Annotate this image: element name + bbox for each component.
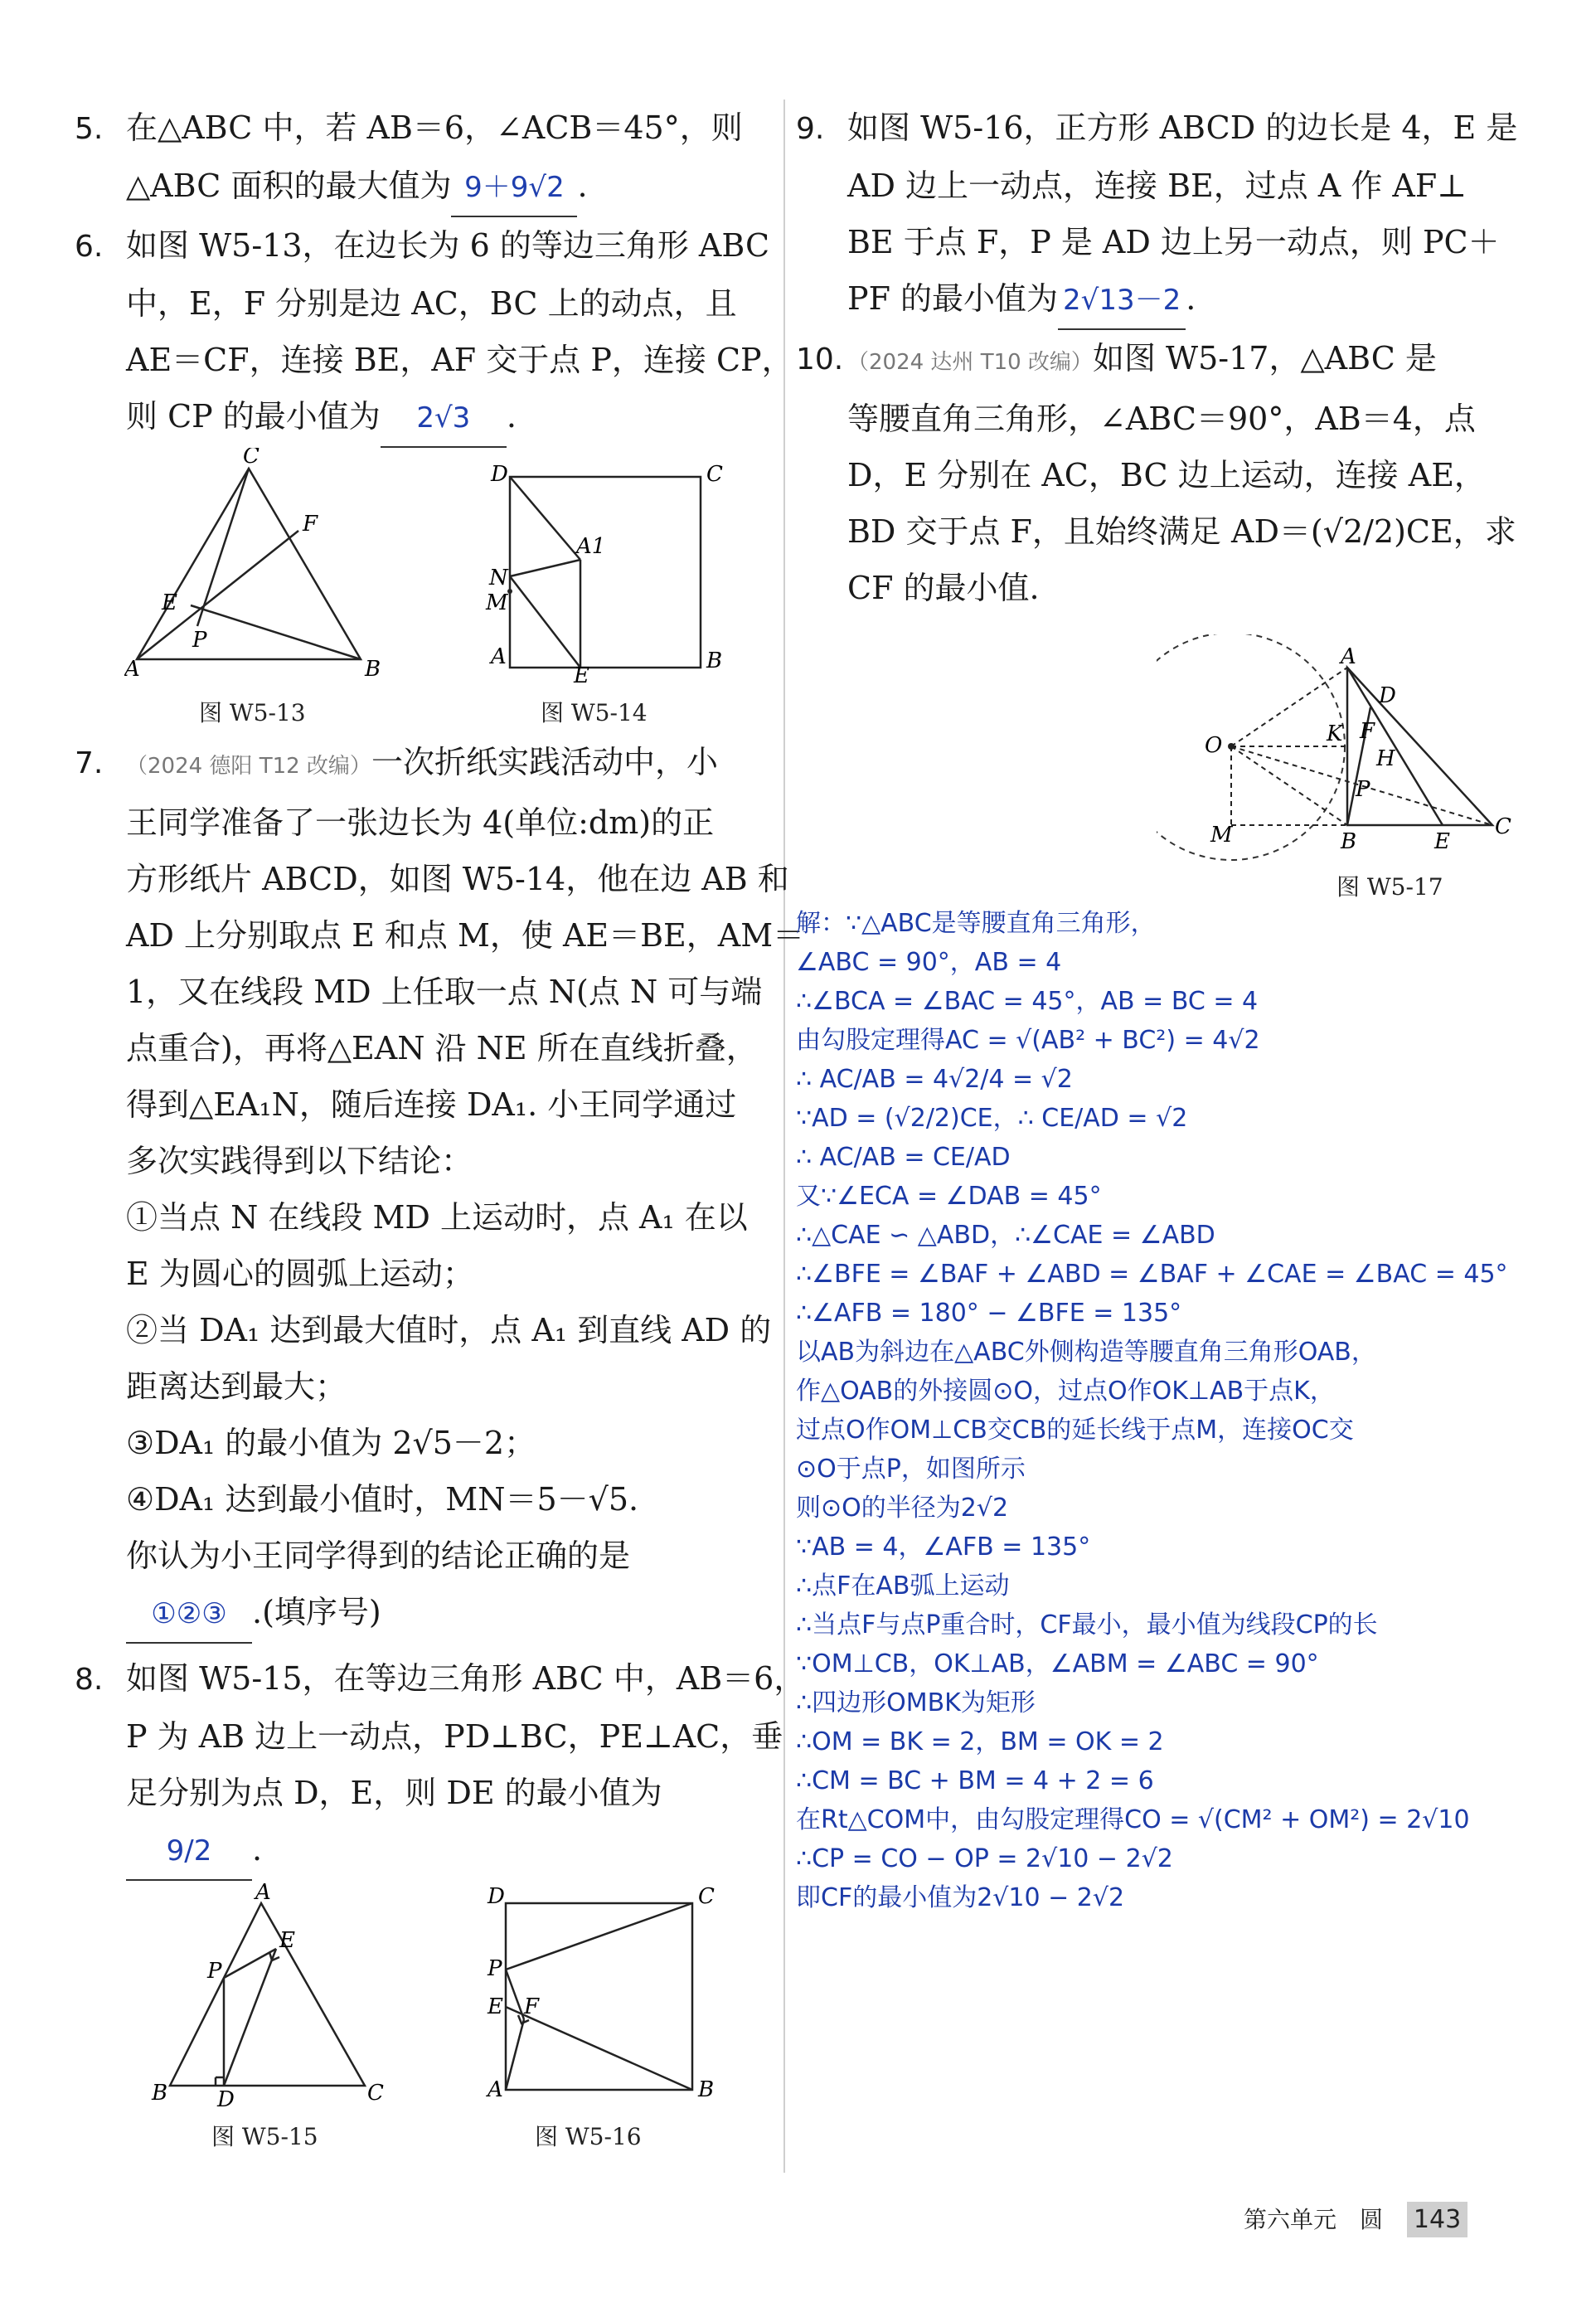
question-text: BD 交于点 F，且始终满足 AD＝(√2/2)CE，求 xyxy=(847,513,1516,550)
question-8 xyxy=(75,1650,806,1881)
fig13-label-a: A xyxy=(124,657,140,682)
fig13-label-b: B xyxy=(365,657,381,682)
question-source: （2024 达州 T10 改编） xyxy=(847,350,1093,375)
figure-w5-16 xyxy=(481,1882,730,2106)
question-10 xyxy=(796,330,1526,616)
conclusion-1-cont: E 为圆心的圆弧上运动； xyxy=(126,1256,474,1292)
fig16-label-a: A xyxy=(488,2077,503,2102)
solution-line: ∠ABC = 90°，AB = 4 xyxy=(796,948,1062,977)
fig17-label-e: E xyxy=(1434,829,1450,854)
answer-blank: ①②③ xyxy=(126,1586,252,1644)
figure-w5-17 xyxy=(1157,634,1521,867)
fig14-label-a1: A1 xyxy=(576,534,606,559)
question-text: BE 于点 F，P 是 AD 边上另一动点，则 PC＋ xyxy=(847,224,1500,260)
fig17-label-a: A xyxy=(1341,644,1356,669)
fig13-label-e: E xyxy=(162,590,177,615)
fig16-label-f: F xyxy=(524,1994,540,2019)
unit-title: 第六单元 圆 xyxy=(1244,2206,1384,2233)
punctuation: . xyxy=(577,168,588,204)
fig15-label-b: B xyxy=(152,2081,168,2106)
question-text: AD 上分别取点 E 和点 M，使 AE＝BE，AM＝ xyxy=(126,917,805,954)
solution-line: ∴∠BCA = ∠BAC = 45°，AB = BC = 4 xyxy=(796,987,1259,1016)
fig15-label-e: E xyxy=(279,1928,295,1953)
fig17-label-c: C xyxy=(1495,814,1511,839)
fig16-label-p: P xyxy=(488,1956,502,1981)
conclusion-4: ④DA₁ 达到最小值时，MN＝5－√5. xyxy=(126,1481,639,1518)
question-text: D，E 分别在 AC，BC 边上运动，连接 AE， xyxy=(847,457,1486,493)
column-divider xyxy=(783,100,785,2173)
question-text: 等腰直角三角形，∠ABC＝90°，AB＝4，点 xyxy=(847,401,1476,437)
question-9 xyxy=(796,100,1526,330)
question-number: 7. xyxy=(75,746,104,780)
question-text: 中，E，F 分别是边 AC，BC 上的动点，且 xyxy=(126,285,737,322)
fig14-label-e: E xyxy=(574,663,589,684)
fig13-label-c: C xyxy=(243,448,260,469)
question-text: 点重合)，再将△EAN 沿 NE 所在直线折叠， xyxy=(126,1030,758,1066)
fig17-label-k: K xyxy=(1327,721,1343,746)
solution-line: 由勾股定理得AC = √(AB² + BC²) = 4√2 xyxy=(796,1026,1260,1055)
fig17-label-m: M xyxy=(1210,823,1233,848)
question-text: PF 的最小值为 xyxy=(847,280,1059,317)
question-number: 9. xyxy=(796,112,825,146)
solution-line: ∴∠BFE = ∠BAF + ∠ABD = ∠BAF + ∠CAE = ∠BAC = 45° xyxy=(796,1260,1508,1289)
fig14-label-m: M xyxy=(486,590,508,615)
fig17-label-p: P xyxy=(1356,777,1370,802)
solution-block xyxy=(796,904,1592,1917)
solution-line: 则⊙O的半径为2√2 xyxy=(796,1494,1009,1523)
conclusion-3: ③DA₁ 的最小值为 2√5－2； xyxy=(126,1425,536,1461)
page-number: 143 xyxy=(1407,2202,1467,2237)
solution-line: ∴四边形OMBK为矩形 xyxy=(796,1688,1036,1717)
figure-w5-14 xyxy=(481,460,730,684)
solution-line: ∴∠AFB = 180° − ∠BFE = 135° xyxy=(796,1299,1182,1328)
fig13-label-p: P xyxy=(192,628,207,653)
solution-line: ⊙O于点P，如图所示 xyxy=(796,1455,1026,1484)
fig15-label-d: D xyxy=(217,2087,235,2106)
answer-blank: 2√3 xyxy=(381,390,507,448)
fig13-label-f: F xyxy=(303,512,318,537)
question-source: （2024 德阳 T12 改编） xyxy=(126,754,371,779)
question-6 xyxy=(75,217,793,448)
fig14-label-a: A xyxy=(491,644,507,669)
punctuation: . xyxy=(506,398,517,435)
solution-line: 在Rt△COM中，由勾股定理得CO = √(CM² + OM²) = 2√10 xyxy=(796,1805,1470,1834)
fig16-label-b: B xyxy=(698,2077,715,2102)
fig15-label-p: P xyxy=(207,1959,222,1984)
question-number: 6. xyxy=(75,230,104,264)
question-text: CF 的最小值. xyxy=(847,570,1040,606)
figure-caption: 图 W5-16 xyxy=(535,2123,642,2150)
question-text: 则 CP 的最小值为 xyxy=(126,398,381,435)
solution-line: ∴点F在AB弧上运动 xyxy=(796,1571,1010,1601)
question-text: 多次实践得到以下结论： xyxy=(126,1143,473,1179)
page-footer xyxy=(1244,2202,1467,2237)
figure-w5-15 xyxy=(145,1882,394,2106)
question-5 xyxy=(75,100,763,217)
question-number: 8. xyxy=(75,1663,104,1697)
question-text: 1，又在线段 MD 上任取一点 N(点 N 可与端 xyxy=(126,974,763,1010)
solution-line: 作△OAB的外接圆⊙O，过点O作OK⊥AB于点K， xyxy=(796,1377,1335,1406)
figure-caption: 图 W5-13 xyxy=(199,699,306,726)
solution-line: ∵OM⊥CB，OK⊥AB，∠ABM = ∠ABC = 90° xyxy=(796,1649,1319,1678)
punctuation: . xyxy=(252,1831,263,1868)
question-text: 如图 W5-13，在边长为 6 的等边三角形 ABC xyxy=(126,227,770,264)
question-7 xyxy=(75,734,805,1644)
fig17-label-o: O xyxy=(1205,733,1223,758)
question-text: 如图 W5-15，在等边三角形 ABC 中，AB＝6， xyxy=(126,1660,806,1697)
answer-blank: 9/2 xyxy=(126,1823,252,1881)
fig17-label-b: B xyxy=(1341,829,1357,854)
punctuation: . xyxy=(1186,280,1196,317)
fig17-label-d: D xyxy=(1379,683,1396,708)
fig14-label-b: B xyxy=(706,649,723,673)
question-text: △ABC 面积的最大值为 xyxy=(126,168,452,204)
question-text: 如图 W5-16，正方形 ABCD 的边长是 4，E 是 xyxy=(847,109,1518,146)
question-text: 得到△EA₁N，随后连接 DA₁. 小王同学通过 xyxy=(126,1086,737,1123)
solution-line: ∴CM = BC + BM = 4 + 2 = 6 xyxy=(796,1766,1154,1795)
solution-line: 又∵∠ECA = ∠DAB = 45° xyxy=(796,1182,1102,1211)
question-text: 方形纸片 ABCD，如图 W5-14，他在边 AB 和 xyxy=(126,861,789,897)
figure-caption: 图 W5-15 xyxy=(211,2123,318,2150)
question-text: 足分别为点 D，E，则 DE 的最小值为 xyxy=(126,1775,662,1811)
question-text: 王同学准备了一张边长为 4(单位:dm)的正 xyxy=(126,804,715,841)
solution-line: ∴ AC/AB = CE/AD xyxy=(796,1143,1011,1172)
fig14-label-n: N xyxy=(489,566,508,590)
question-text: AD 边上一动点，连接 BE，过点 A 作 AF⊥ xyxy=(847,168,1467,204)
solution-line: 解：∵△ABC是等腰直角三角形， xyxy=(796,909,1156,938)
solution-line: 即CF的最小值为2√10 − 2√2 xyxy=(796,1883,1125,1912)
fig16-label-d: D xyxy=(488,1884,505,1909)
figure-w5-13 xyxy=(124,448,390,688)
fig15-label-a: A xyxy=(255,1882,271,1905)
figure-caption: 图 W5-17 xyxy=(1336,873,1443,901)
conclusion-2-cont: 距离达到最大； xyxy=(126,1368,347,1405)
fig17-label-f: F xyxy=(1360,719,1375,744)
solution-line: ∵AB = 4，∠AFB = 135° xyxy=(796,1533,1091,1562)
solution-line: ∴ AC/AB = 4√2/4 = √2 xyxy=(796,1065,1073,1094)
solution-line: ∵AD = (√2/2)CE，∴ CE/AD = √2 xyxy=(796,1104,1188,1133)
question-text: 一次折纸实践活动中，小 xyxy=(371,744,718,780)
right-column xyxy=(796,100,1526,616)
fig15-label-c: C xyxy=(367,2081,384,2106)
solution-line: 以AB为斜边在△ABC外侧构造等腰直角三角形OAB， xyxy=(796,1338,1376,1367)
conclusion-2: ②当 DA₁ 达到最大值时，点 A₁ 到直线 AD 的 xyxy=(126,1312,772,1348)
question-text: AE＝CF，连接 BE，AF 交于点 P，连接 CP， xyxy=(126,342,793,378)
fig17-label-h: H xyxy=(1376,746,1395,771)
fig14-label-d: D xyxy=(491,462,508,487)
question-text: 如图 W5-17，△ABC 是 xyxy=(1092,340,1437,376)
solution-line: ∴OM = BK = 2，BM = OK = 2 xyxy=(796,1727,1164,1756)
fig16-label-e: E xyxy=(488,1994,503,2019)
fig14-label-c: C xyxy=(706,462,723,487)
question-number: 10. xyxy=(796,342,844,376)
solution-line: ∴CP = CO − OP = 2√10 − 2√2 xyxy=(796,1844,1173,1873)
question-text: P 为 AB 边上一动点，PD⊥BC，PE⊥AC，垂 xyxy=(126,1718,783,1755)
answer-blank: 9＋9√2 xyxy=(451,159,577,217)
question-number: 5. xyxy=(75,112,104,146)
question-text: 在△ABC 中，若 AB＝6，∠ACB＝45°，则 xyxy=(126,109,743,146)
solution-line: 过点O作OM⊥CB交CB的延长线于点M，连接OC交 xyxy=(796,1416,1354,1445)
solution-line: ∴△CAE ∽ △ABD，∴∠CAE = ∠ABD xyxy=(796,1221,1215,1250)
figure-caption: 图 W5-14 xyxy=(541,699,648,726)
solution-line: ∴当点F与点P重合时，CF最小，最小值为线段CP的长 xyxy=(796,1610,1378,1639)
conclusion-1: ①当点 N 在线段 MD 上运动时，点 A₁ 在以 xyxy=(126,1199,748,1236)
question-text: 你认为小王同学得到的结论正确的是 xyxy=(126,1537,631,1574)
fig16-label-c: C xyxy=(698,1884,715,1909)
answer-blank: 2√13－2 xyxy=(1058,272,1186,330)
left-column xyxy=(75,100,793,448)
question-text: .(填序号) xyxy=(252,1594,381,1630)
